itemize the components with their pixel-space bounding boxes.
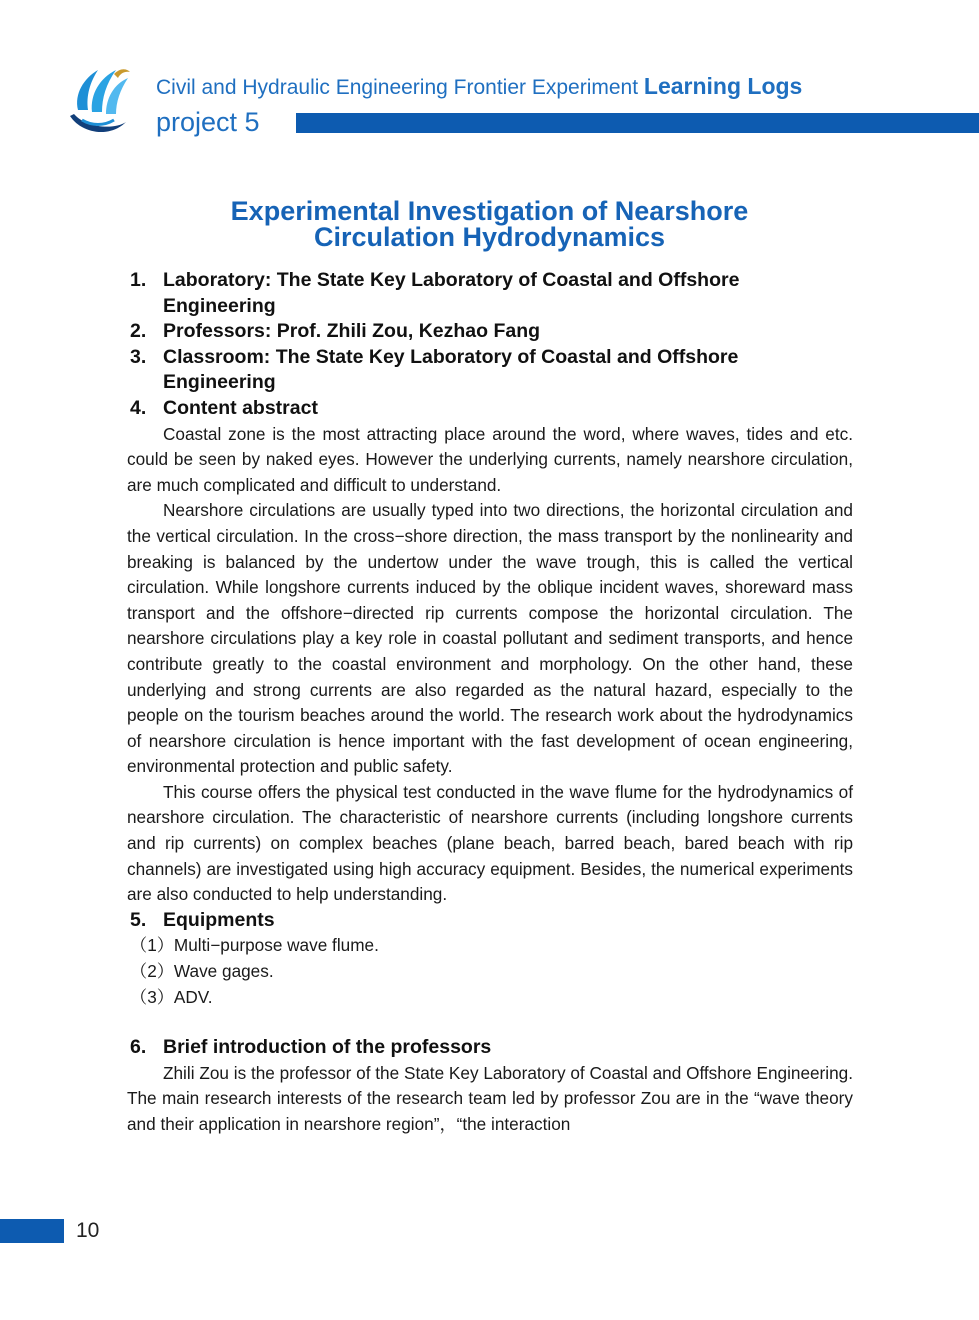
spacer xyxy=(127,1010,853,1035)
section-heading: Content abstract xyxy=(163,396,318,419)
title-line-2: Circulation Hydrodynamics xyxy=(313,222,666,252)
header-title-prefix: Civil and Hydraulic Engineering Frontier Experiment xyxy=(156,76,639,99)
section-number: 4. xyxy=(130,396,147,419)
section-professors xyxy=(127,319,853,345)
section-laboratory xyxy=(127,268,853,319)
section-number: 5. xyxy=(130,908,147,931)
section-number: 3. xyxy=(130,345,147,368)
section-professor-intro xyxy=(127,1035,853,1061)
section-number: 1. xyxy=(130,269,147,291)
section-heading: Brief introduction of the professors xyxy=(163,1036,492,1059)
page-header xyxy=(0,0,979,160)
equipment-item: （3）ADV. xyxy=(130,986,213,1007)
header-title xyxy=(156,73,802,100)
section-heading: Professors: Prof. Zhili Zou, Kezhao Fang xyxy=(163,320,541,343)
equipment-item: （2）Wave gages. xyxy=(130,961,274,982)
professor-intro-paragraph: Zhili Zou is the professor of the State Key Laboratory of Coastal and Offshore Engineering. The main research interests of the research team led by professor Zou are in the “wave theory and their application in nearshore region”，“the interaction xyxy=(127,1062,853,1134)
body-content xyxy=(127,268,853,1138)
footer-bar xyxy=(0,1219,64,1243)
section-classroom xyxy=(127,345,853,396)
title-line-1: Experimental Investigation of Nearshore xyxy=(230,196,749,226)
abstract-paragraph: Coastal zone is the most attracting place around the word, where waves, tides and etc. could be seen by naked eyes. However the underlying currents, namely nearshore circulation, are much complicated and difficult to understand. xyxy=(127,423,853,495)
abstract-paragraph: Nearshore circulations are usually typed into two directions, the horizontal circulation and the vertical circulation. In the cross−shore direction, the mass transport by the nonlinearity and breaking is balanced by the undertow under the wave trough, this is called the vertical circulation. While longshore currents induced by the oblique incident waves, shoreward mass transport and the offshore−directed rip currents compose the horizontal circulation. The nearshore circulations play a key role in coastal pollutant and sediment transports, and hence contribute greatly to the coastal environment and morphology. On the other hand, these underlying and strong currents are also regarded as the natural hazard, especially to the people on the tourism beaches around the world. The research work about the hydrodynamics of nearshore circulation is hence important with the fast development of ocean engineering, environmental protection and public safety. xyxy=(127,500,853,777)
equipment-item: （1）Multi−purpose wave flume. xyxy=(130,935,379,956)
page-number: 10 xyxy=(76,1219,100,1242)
section-equipments xyxy=(127,908,853,934)
page-title xyxy=(100,198,879,250)
section-number: 2. xyxy=(130,320,147,343)
project-label: project 5 xyxy=(156,107,260,137)
section-number: 6. xyxy=(130,1036,147,1059)
header-bar xyxy=(296,113,979,133)
section-heading: Classroom: The State Key Laboratory of Coastal and Offshore Engineering xyxy=(163,345,739,394)
section-heading: Equipments xyxy=(163,908,275,931)
section-content-abstract xyxy=(127,396,853,422)
abstract-paragraph: This course offers the physical test conducted in the wave flume for the hydrodynamics of nearshore circulation. The characteristic of nearshore currents (including longshore currents and rip currents) on complex beaches (plane beach, barred beach, bared beach with rip channels) are investigated using high accuracy equipment. Besides, the numerical experiments are also conducted to help understanding. xyxy=(127,781,853,905)
section-heading: Laboratory: The State Key Laboratory of Coastal and Offshore Engineering xyxy=(163,269,740,317)
wave-logo-icon xyxy=(64,64,132,140)
header-title-bold: Learning Logs xyxy=(643,73,803,99)
